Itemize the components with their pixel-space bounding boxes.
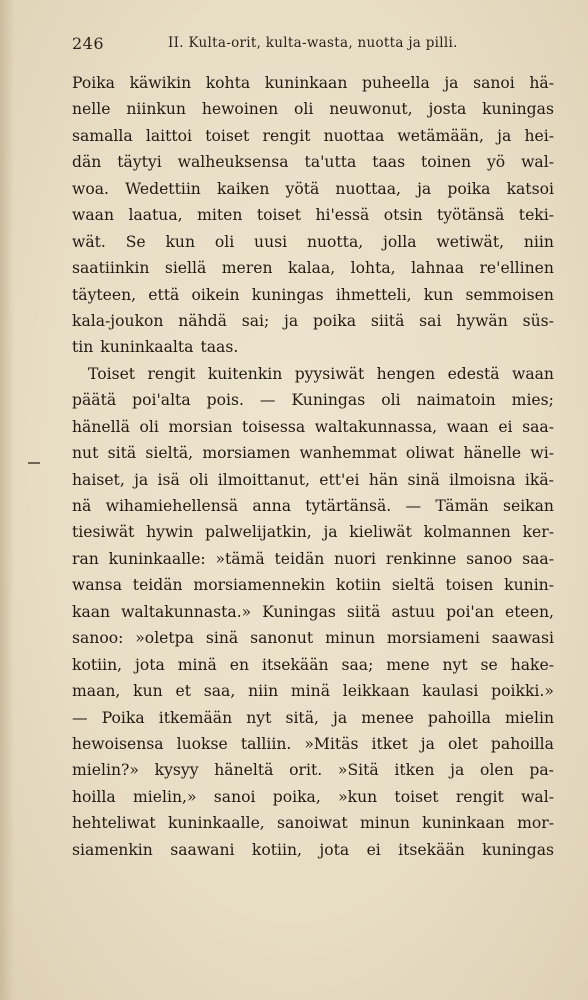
text-line: woa. Wedettiin kaiken yötä nuottaa, ja poika katsoi — [72, 179, 554, 198]
text-line: — Poika itkemään nyt sitä, ja menee pahoilla mielin — [72, 708, 554, 727]
text-line: kotiin, jota minä en itsekään saa; mene nyt se hake- — [72, 655, 554, 674]
text-line: tiesiwät hywin palwelijatkin, ja kieliwät kolmannen ker- — [72, 523, 554, 542]
text-line: siamenkin saawani kotiin, jota ei itsekään kuningas — [72, 840, 554, 859]
running-head: II. Kulta-orit, kulta-wasta, nuotta ja pilli. — [168, 35, 458, 51]
text-line: hehteliwat kuninkaalle, sanoiwat minun kuninkaan mor- — [72, 814, 554, 833]
page-number: 246 — [72, 34, 105, 53]
text-line: wät. Se kun oli uusi nuotta, jolla wetiwät, niin — [72, 232, 554, 251]
text-line: kala-joukon nähdä sai; ja poika siitä sai hywän süs- — [72, 311, 554, 330]
text-line: hewoisensa luokse talliin. »Mitäs itket ja olet pahoilla — [72, 734, 554, 753]
text-line: Poika käwikin kohta kuninkaan puheella ja sanoi hä- — [72, 74, 554, 92]
text-line: Toiset rengit kuitenkin pyysiwät hengen edestä waan — [88, 364, 554, 383]
text-line: täyteen, että oikein kuningas ihmetteli, kun semmoisen — [72, 285, 554, 304]
text-line: nelle niinkun hewoinen oli neuwonut, josta kuningas — [72, 100, 554, 119]
text-line: hänellä oli morsian toisessa waltakunnassa, waan ei saa- — [72, 417, 554, 436]
text-line: haiset, ja isä oli ilmoittanut, ett'ei hän sinä ilmoisna ikä- — [72, 470, 554, 489]
text-line: päätä poi'alta pois. — Kuningas oli naimatoin mies; — [72, 391, 554, 410]
page-header — [72, 34, 554, 56]
text-line: saatiinkin siellä meren kalaa, lohta, lahnaa re'ellinen — [72, 259, 554, 278]
text-line: ran kuninkaalle: »tämä teidän nuori renkinne sanoo saa- — [72, 549, 554, 568]
text-line: dän täytyi walheuksensa ta'utta taas toinen yö wal- — [72, 153, 554, 172]
margin-mark — [28, 462, 40, 464]
text-line: nä wihamiehellensä anna tytärtänsä. — Tämän seikan — [72, 497, 554, 515]
text-line: samalla laittoi toiset rengit nuottaa wetämään, ja hei- — [72, 126, 554, 145]
text-line: waan laatua, miten toiset hi'essä otsin työtänsä teki- — [72, 206, 554, 225]
text-line: mielin?» kysyy häneltä orit. »Sitä itken ja olen pa- — [72, 761, 554, 780]
text-line: tin kuninkaalta taas. — [72, 338, 239, 357]
binding-shadow — [0, 0, 14, 1000]
text-line: kaan waltakunnasta.» Kuningas siitä astuu poi'an eteen, — [72, 602, 554, 621]
text-line: nut sitä sieltä, morsiamen wanhemmat oliwat hänelle wi- — [72, 444, 554, 463]
text-line: sanoo: »oletpa sinä sanonut minun morsiameni saawasi — [72, 629, 554, 648]
text-line: hoilla mielin,» sanoi poika, »kun toiset rengit wal- — [72, 787, 554, 806]
body-text — [72, 70, 554, 863]
text-line: maan, kun et saa, niin minä leikkaan kaulasi poikki.» — [72, 682, 554, 701]
text-line: wansa teidän morsiamennekin kotiin sieltä toisen kunin- — [72, 576, 554, 595]
